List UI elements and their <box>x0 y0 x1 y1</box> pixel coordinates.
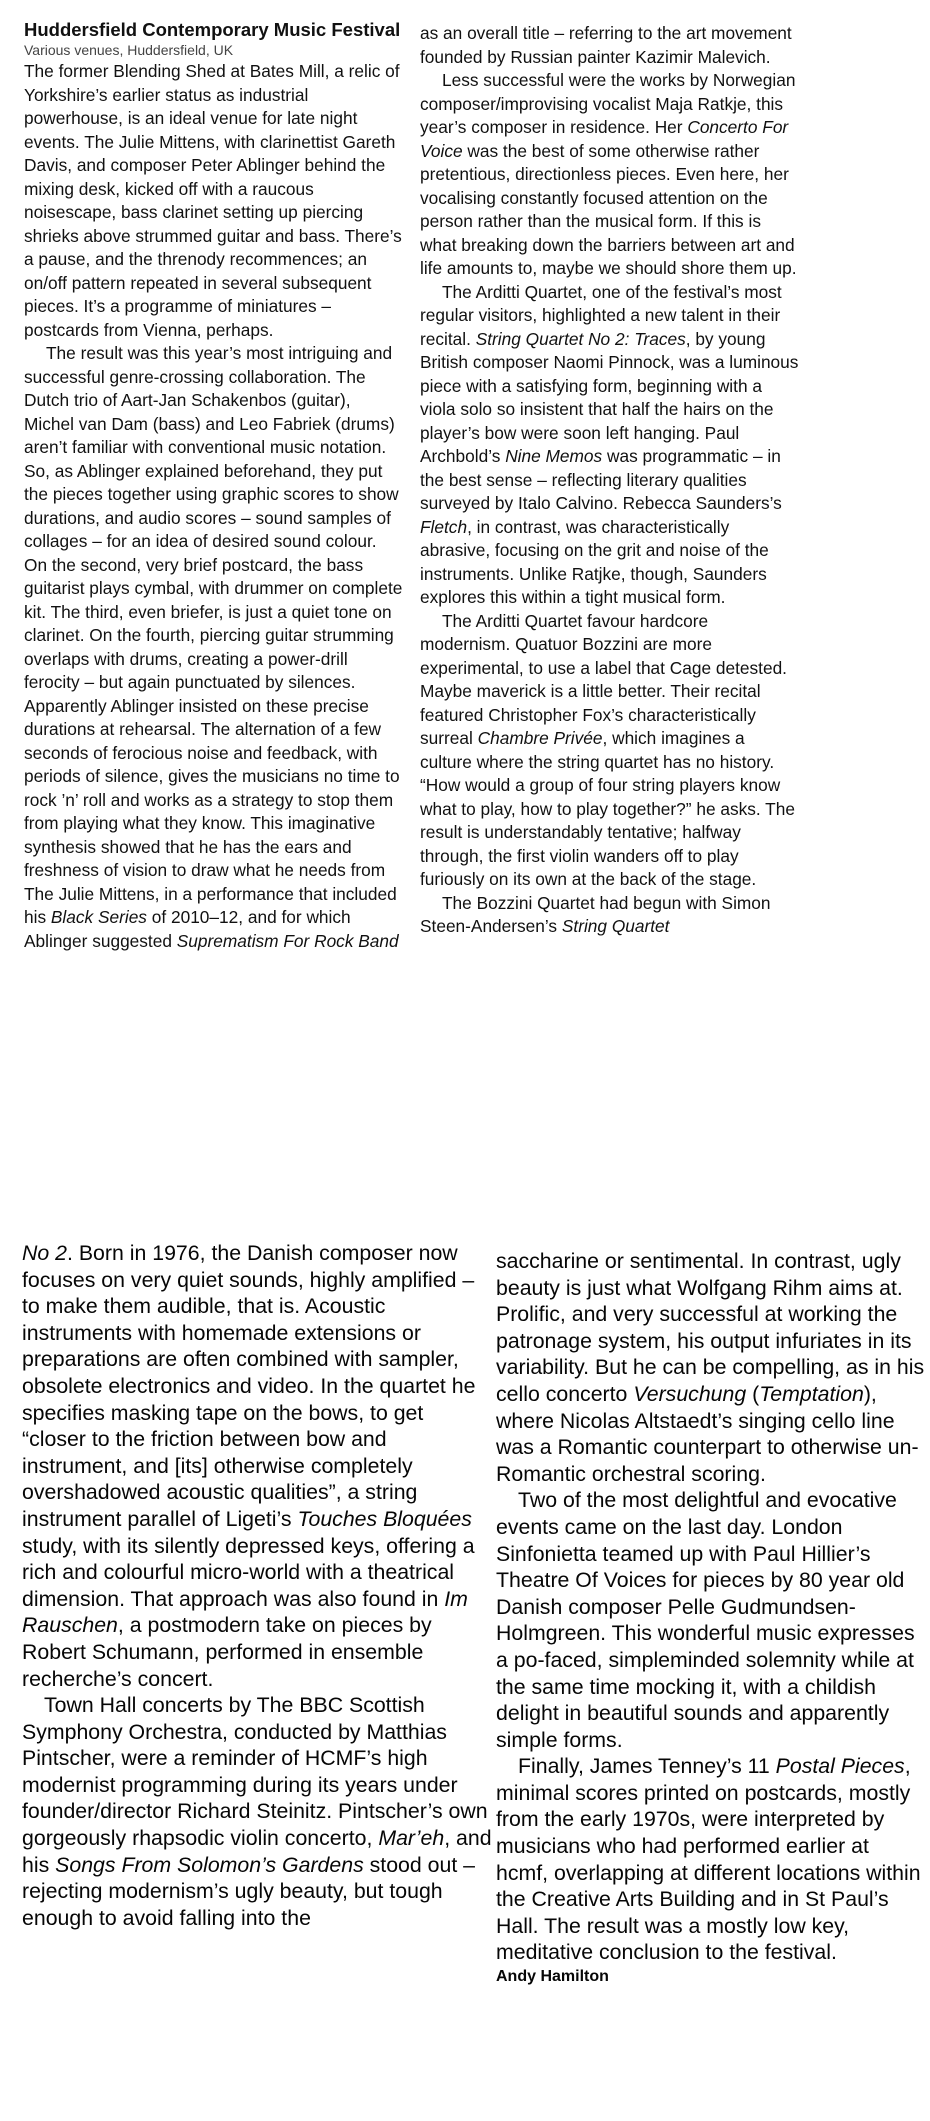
article-venue: Various venues, Huddersfield, UK <box>24 42 234 58</box>
italic-work-title: Temptation <box>759 1381 864 1406</box>
italic-work-title: Versuchung <box>633 1381 747 1406</box>
top-left-paragraph <box>24 60 404 342</box>
paragraph-text: stood out – rejecting modernism’s ugly beauty, but tough enough to avoid falling into the <box>22 1852 476 1930</box>
paragraph-text: , minimal scores printed on postcards, mostly from the early 1970s, were interpreted by musicians who had performed earlier at hcmf, overlapping at different locations within the Creative Arts Building and in St Paul’s Hall. The result was a mostly low key, meditative conclusion to the festival. <box>496 1754 921 1965</box>
top-left-column <box>24 18 404 1198</box>
article-title: Huddersfield Contemporary Music Festival <box>24 19 401 40</box>
paragraph-text: Town Hall concerts by The BBC Scottish Symphony Orchestra, conducted by Matthias Pintscher, were a reminder of HCMF’s high modernist programming during its years under founder/director Richard Steinitz. Pintscher’s own gorgeously rhapsodic violin concerto, <box>22 1693 488 1851</box>
paragraph-text: Two of the most delightful and evocative events came on the last day. London Sinfonietta teamed up with Paul Hillier’s Theatre Of Voices for pieces by 80 year old Danish composer Pelle Gudmundsen-Holmgreen. This wonderful music expresses a po-faced, simpleminded solemnity while at the same time mocking it, with a childish delight in beautiful sounds and apparently simple forms. <box>496 1488 915 1752</box>
italic-work-title: Touches Bloquées <box>297 1506 472 1531</box>
italic-work-title: Suprematism For Rock Band <box>176 930 399 951</box>
paragraph-text: ), where Nicolas Altstaedt’s singing cello line was a Romantic counterpart to otherwise un-Romantic orchestral scoring. <box>496 1381 919 1486</box>
bottom-left-paragraph <box>22 1692 492 1931</box>
paragraph-text: , and his <box>22 1826 492 1877</box>
italic-work-title: Postal Pieces <box>775 1754 905 1779</box>
bottom-right-paragraph <box>496 1248 926 1487</box>
paragraph-text: was the best of some otherwise rather pretentious, directionless pieces. Even here, her vocalising constantly focused attention on the person rather than the musical form. If this is what breaking down the barriers between art and life amounts to, maybe we should shore them up. <box>420 140 797 278</box>
top-right-paragraph <box>420 69 800 281</box>
italic-work-title: No 2 <box>22 1241 67 1265</box>
italic-work-title: Songs From Solomon’s Gardens <box>55 1852 364 1877</box>
paragraph-text: The Arditti Quartet, one of the festival’s most regular visitors, highlighted a new talent in their recital. <box>420 281 782 349</box>
bottom-left-column <box>22 1240 492 2120</box>
paragraph-text: The result was this year’s most intriguing and successful genre-crossing collaboration. The Dutch trio of Aart-Jan Schakenbos (guitar), Michel van Dam (bass) and Leo Fabriek (drums) aren’t familiar with conventional music notation. So, as Ablinger explained beforehand, they put the pieces together using graphic scores to show durations, and audio scores – sound samples of collages – for an idea of desired sound colour. On the second, very brief postcard, the bass guitarist plays cymbal, with drummer on complete kit. The third, even briefer, is just a quiet tone on clarinet. On the fourth, piercing guitar strumming overlaps with drums, creating a power-drill ferocity – but again punctuated by silences. Apparently Ablinger insisted on these precise durations at rehearsal. The alternation of a few seconds of ferocious noise and feedback, with periods of silence, gives the musicians no time to rock ’n’ roll and works as a strategy to stop them from playing what they know. This imaginative synthesis showed that he has the ears and freshness of vision to draw what he needs from The Julie Mittens, in a performance that included his <box>24 343 403 927</box>
top-right-paragraph <box>420 892 800 939</box>
top-left-body <box>24 60 404 953</box>
paragraph-text: The Bozzini Quartet had begun with Simon Steen-Andersen’s <box>420 892 771 936</box>
bottom-right-column <box>496 1248 926 2120</box>
italic-work-title: Nine Memos <box>505 446 603 466</box>
paragraph-text: of 2010–12, and for which Ablinger suggested <box>24 907 351 951</box>
italic-work-title: Fletch <box>420 516 468 537</box>
paragraph-text: as an overall title – referring to the art movement founded by Russian painter Kazimir Malevich. <box>420 23 792 67</box>
paragraph-text: saccharine or sentimental. In contrast, ugly beauty is just what Wolfgang Rihm aims at. Prolific, and very successful at working the patronage system, his output infuriates in its variability. But he can be compelling, as in his cello concerto <box>496 1249 925 1406</box>
top-right-column <box>420 22 800 1198</box>
article-byline: Andy Hamilton <box>496 1968 609 1986</box>
top-right-paragraph <box>420 610 800 892</box>
bottom-right-paragraph <box>496 1487 926 1753</box>
paragraph-text: study, with its silently depressed keys, offering a rich and colourful micro-world with a theatrical dimension. That approach was also found in <box>22 1533 475 1611</box>
bottom-left-body <box>22 1240 492 1931</box>
paragraph-text: , by young British composer Naomi Pinnock, was a luminous piece with a satisfying form, beginning with a viola solo so insistent that half the hairs on the player’s bow were soon left hanging. Paul Archbold’s <box>420 328 799 466</box>
top-left-paragraph <box>24 342 404 953</box>
bottom-left-paragraph <box>22 1240 492 1692</box>
paragraph-text: ( <box>746 1381 760 1406</box>
paragraph-text: Finally, James Tenney’s 11 <box>518 1754 776 1779</box>
top-right-paragraph <box>420 22 800 69</box>
paragraph-text: , in contrast, was characteristically abrasive, focusing on the grit and noise of the instruments. Unlike Ratjke, though, Saunders explores this within a tight musical form. <box>420 516 769 607</box>
bottom-right-body <box>496 1248 926 1966</box>
paragraph-text: The former Blending Shed at Bates Mill, a relic of Yorkshire’s earlier status as industrial powerhouse, is an ideal venue for late night events. The Julie Mittens, with clarinettist Gareth Davis, and composer Peter Ablinger behind the mixing desk, kicked off with a raucous noisescape, bass clarinet setting up piercing shrieks above strummed guitar and bass. There’s a pause, and the threnody recommences; an on/off pattern repeated in several subsequent pieces. It’s a programme of miniatures – postcards from Vienna, perhaps. <box>24 61 402 340</box>
top-right-body <box>420 22 800 939</box>
paragraph-text: , a postmodern take on pieces by Robert Schumann, performed in ensemble recherche’s concert. <box>22 1613 432 1691</box>
italic-work-title: Chambre Privée <box>477 728 603 748</box>
italic-work-title: String Quartet No 2: Traces <box>475 328 686 349</box>
bottom-article-block <box>0 1200 930 2121</box>
italic-work-title: Concerto For Voice <box>420 117 789 161</box>
italic-work-title: Mar’eh <box>378 1826 445 1851</box>
italic-work-title: String Quartet <box>561 916 670 936</box>
bottom-right-paragraph <box>496 1753 926 1966</box>
italic-work-title: Black Series <box>50 907 147 927</box>
paragraph-text: was programmatic – in the best sense – reflecting literary qualities surveyed by Italo Calvino. Rebecca Saunders’s <box>420 446 782 513</box>
italic-work-title: Im Rauschen <box>22 1586 468 1638</box>
paragraph-text: , which imagines a culture where the string quartet has no history. “How would a group of four string players know what to play, how to play together?” he asks. The result is understandably tentative; halfway through, the first violin wanders off to play furiously on its own at the back of the stage. <box>420 728 795 889</box>
paragraph-text: The Arditti Quartet favour hardcore modernism. Quatuor Bozzini are more experimental, to use a label that Cage detested. Maybe maverick is a little better. Their recital featured Christopher Fox’s characteristically surreal <box>420 610 787 748</box>
paragraph-text: Less successful were the works by Norwegian composer/improvising vocalist Maja Ratkje, this year’s composer in residence. Her <box>420 70 796 137</box>
top-right-paragraph <box>420 281 800 610</box>
paragraph-text: . Born in 1976, the Danish composer now focuses on very quiet sounds, highly amplified – to make them audible, that is. Acoustic instruments with homemade extensions or preparations are often combined with sampler, obsolete electronics and video. In the quartet he specifies masking tape on the bows, to get “closer to the friction between bow and instrument, and [its] otherwise completely overshadowed acoustic qualities”, a string instrument parallel of Ligeti’s <box>22 1241 476 1531</box>
